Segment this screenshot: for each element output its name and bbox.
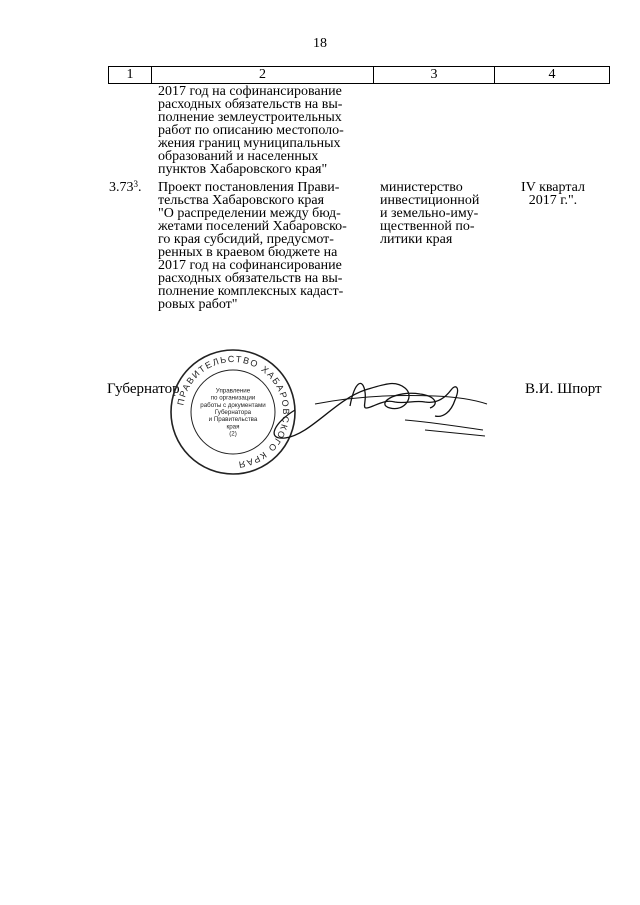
deadline-year: 2017 г.".	[528, 193, 578, 208]
row-number: 3.73$^3$.	[109, 179, 142, 195]
svg-text:(2): (2)	[229, 430, 237, 438]
svg-text:и Правительства: и Правительства	[208, 416, 258, 424]
row-deadline	[497, 181, 609, 207]
row-description: Проект постановления Прави- тельства Хабаровского края "О распределении между бюд- жетами поселений Хабаровско- го края субсидий, предусмот- ренных в краевом бюджете на 2017 год на софинансирование расходных обязательств на вы- полнение комплексных кадаст- ровых работ"	[158, 180, 347, 312]
signatory-title: Губернатор	[107, 381, 180, 397]
column-header-4: 4	[548, 67, 556, 82]
svg-text:Управление: Управление	[215, 387, 251, 395]
page-number: 18	[313, 36, 327, 51]
stamp-ring-text: ПРАВИТЕЛЬСТВО ХАБАРОВСКОГО КРАЯ	[175, 353, 292, 470]
svg-text:Губернатора: Губернатора	[214, 409, 252, 416]
deadline-quarter: IV квартал	[521, 180, 585, 195]
column-header-1: 1	[109, 67, 152, 83]
handwritten-signature	[255, 360, 495, 450]
svg-text:края: края	[226, 423, 240, 431]
signatory-name: В.И. Шпорт	[525, 381, 602, 397]
row-executor: министерство инвестиционной и земельно-иму- щественной по- литики края	[380, 180, 480, 247]
svg-text:по организации: по организации	[210, 394, 256, 402]
column-header-2: 2	[152, 67, 374, 83]
continued-row-text: 2017 год на софинансирование расходных обязательств на вы- полнение землеустроительных работ по описанию местополо- жения границ муниципальных образований и населенных пунктов Хабаровского края"	[158, 84, 344, 177]
column-header-3: 3	[374, 67, 495, 83]
svg-text:работы с документами: работы с документами	[200, 401, 266, 409]
table-header-row	[108, 66, 610, 84]
